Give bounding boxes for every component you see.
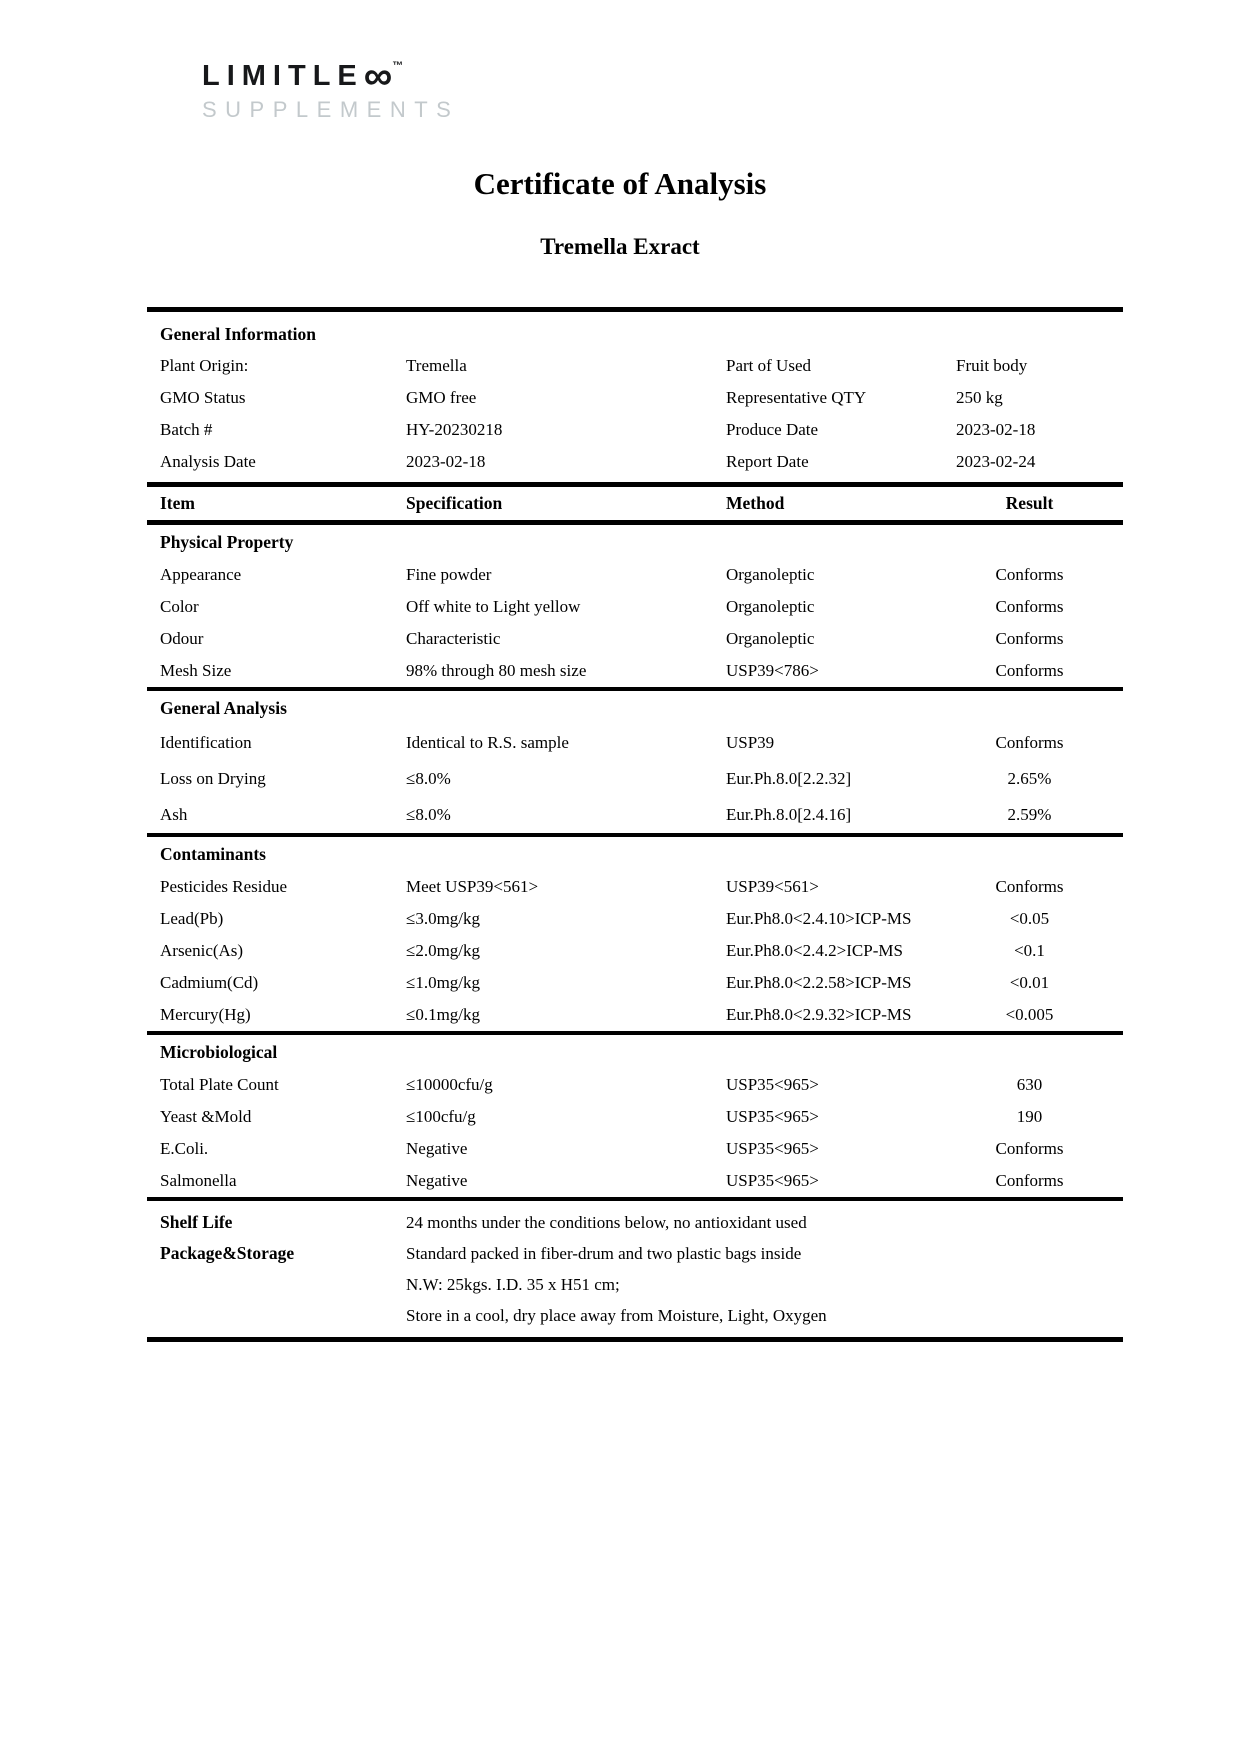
- specification-cell: 98% through 80 mesh size: [406, 661, 587, 680]
- item-cell: Loss on Drying: [160, 769, 266, 788]
- brand-wordmark: [202, 56, 459, 96]
- item-cell: Appearance: [160, 565, 242, 584]
- table-row: [147, 623, 1123, 655]
- table-row: [147, 1101, 1123, 1133]
- result-cell: Conforms: [995, 629, 1064, 648]
- section-physical-property: [147, 525, 1123, 687]
- section-contaminants: [147, 837, 1123, 1031]
- result-cell: Conforms: [995, 877, 1064, 896]
- specification-cell: Characteristic: [406, 629, 501, 648]
- info-value: Fruit body: [956, 356, 1028, 375]
- trademark-symbol: ™: [392, 60, 404, 72]
- info-label: Plant Origin:: [160, 356, 249, 375]
- specification-cell: ≤3.0mg/kg: [406, 909, 481, 928]
- result-cell: 190: [1016, 1107, 1043, 1126]
- table-row: [147, 797, 1123, 833]
- item-cell: Yeast &Mold: [160, 1107, 252, 1126]
- table-row: [147, 1069, 1123, 1101]
- section-heading: General Analysis: [160, 697, 287, 718]
- info-value: Tremella: [406, 356, 467, 375]
- item-cell: Mercury(Hg): [160, 1005, 251, 1024]
- section-heading: Microbiological: [160, 1041, 278, 1062]
- table-row: [147, 1300, 1123, 1331]
- section-general-analysis: [147, 691, 1123, 833]
- result-cell: <0.05: [1009, 909, 1050, 928]
- section-shelf-life-storage: [147, 1201, 1123, 1337]
- column-header-row: [147, 487, 1123, 520]
- info-value: 250 kg: [956, 388, 1003, 407]
- table-row: [147, 591, 1123, 623]
- item-cell: Total Plate Count: [160, 1075, 279, 1094]
- result-cell: <0.005: [1005, 1005, 1054, 1024]
- item-cell: Arsenic(As): [160, 941, 244, 960]
- package-storage-line: N.W: 25kgs. I.D. 35 x H51 cm;: [406, 1274, 620, 1294]
- table-row: [147, 655, 1123, 687]
- table-row: [147, 935, 1123, 967]
- shelf-life-value: 24 months under the conditions below, no antioxidant used: [406, 1212, 807, 1232]
- result-cell: Conforms: [995, 565, 1064, 584]
- product-name: Tremella Exract: [540, 234, 700, 259]
- result-cell: 2.59%: [1007, 805, 1052, 824]
- specification-cell: ≤8.0%: [406, 805, 451, 824]
- method-cell: USP35<965>: [726, 1171, 819, 1190]
- info-label: Part of Used: [726, 356, 811, 375]
- specification-cell: ≤100cfu/g: [406, 1107, 476, 1126]
- item-cell: Mesh Size: [160, 661, 232, 680]
- info-label: Report Date: [726, 452, 809, 471]
- item-cell: Cadmium(Cd): [160, 973, 259, 992]
- info-label: Produce Date: [726, 420, 819, 439]
- info-value: 2023-02-18: [956, 420, 1036, 439]
- specification-cell: ≤1.0mg/kg: [406, 973, 481, 992]
- info-label: GMO Status: [160, 388, 246, 407]
- specification-cell: Identical to R.S. sample: [406, 733, 569, 752]
- specification-cell: Off white to Light yellow: [406, 597, 581, 616]
- method-cell: Eur.Ph8.0<2.9.32>ICP-MS: [726, 1005, 912, 1024]
- column-header-item: Item: [160, 493, 195, 513]
- shelf-life-label: Shelf Life: [160, 1212, 233, 1232]
- info-row: [147, 446, 1123, 478]
- result-cell: Conforms: [995, 1139, 1064, 1158]
- coa-table: [147, 307, 1123, 1342]
- result-cell: Conforms: [995, 1171, 1064, 1190]
- info-label: Analysis Date: [160, 452, 256, 471]
- table-row: [147, 1207, 1123, 1238]
- method-cell: USP39<786>: [726, 661, 819, 680]
- info-row: [147, 350, 1123, 382]
- specification-cell: Negative: [406, 1139, 468, 1158]
- table-row: [147, 1165, 1123, 1197]
- item-cell: Ash: [160, 805, 188, 824]
- result-cell: Conforms: [995, 661, 1064, 680]
- item-cell: Salmonella: [160, 1171, 237, 1190]
- info-row: [147, 382, 1123, 414]
- info-value: 2023-02-24: [956, 452, 1036, 471]
- specification-cell: ≤8.0%: [406, 769, 451, 788]
- method-cell: Eur.Ph8.0<2.4.2>ICP-MS: [726, 941, 903, 960]
- table-row: [147, 1238, 1123, 1269]
- specification-cell: Negative: [406, 1171, 468, 1190]
- item-cell: Color: [160, 597, 199, 616]
- column-header-method: Method: [726, 493, 785, 513]
- specification-cell: ≤10000cfu/g: [406, 1075, 493, 1094]
- method-cell: Eur.Ph.8.0[2.4.16]: [726, 805, 852, 824]
- method-cell: Organoleptic: [726, 565, 815, 584]
- package-storage-line: Standard packed in fiber-drum and two plastic bags inside: [406, 1243, 802, 1263]
- table-row: [147, 903, 1123, 935]
- specification-cell: ≤2.0mg/kg: [406, 941, 481, 960]
- brand-name: LIMITLE: [202, 60, 364, 92]
- method-cell: Eur.Ph8.0<2.4.10>ICP-MS: [726, 909, 912, 928]
- table-row: [147, 559, 1123, 591]
- info-value: GMO free: [406, 388, 477, 407]
- method-cell: Eur.Ph8.0<2.2.58>ICP-MS: [726, 973, 912, 992]
- package-storage-label: Package&Storage: [160, 1243, 295, 1263]
- method-cell: USP35<965>: [726, 1075, 819, 1094]
- info-row: [147, 414, 1123, 446]
- info-label: Representative QTY: [726, 388, 867, 407]
- table-row: [147, 999, 1123, 1031]
- result-cell: 630: [1016, 1075, 1043, 1094]
- section-heading: Contaminants: [160, 843, 266, 864]
- result-cell: 2.65%: [1007, 769, 1052, 788]
- section-microbiological: [147, 1035, 1123, 1197]
- table-row: [147, 967, 1123, 999]
- info-value: 2023-02-18: [406, 452, 486, 471]
- item-cell: Lead(Pb): [160, 909, 224, 928]
- item-cell: E.Coli.: [160, 1139, 209, 1158]
- method-cell: USP39: [726, 733, 775, 752]
- method-cell: USP35<965>: [726, 1107, 819, 1126]
- table-row: [147, 871, 1123, 903]
- method-cell: Organoleptic: [726, 629, 815, 648]
- package-storage-line: Store in a cool, dry place away from Moisture, Light, Oxygen: [406, 1305, 827, 1325]
- info-value: HY-20230218: [406, 420, 503, 439]
- divider: [147, 1337, 1123, 1342]
- table-row: [147, 725, 1123, 761]
- item-cell: Identification: [160, 733, 252, 752]
- method-cell: Organoleptic: [726, 597, 815, 616]
- method-cell: Eur.Ph.8.0[2.2.32]: [726, 769, 852, 788]
- column-header-result: Result: [1005, 493, 1054, 513]
- result-cell: <0.01: [1009, 973, 1050, 992]
- table-row: [147, 1133, 1123, 1165]
- result-cell: Conforms: [995, 597, 1064, 616]
- result-cell: Conforms: [995, 733, 1064, 752]
- info-label: Batch #: [160, 420, 213, 439]
- section-heading: Physical Property: [160, 531, 294, 552]
- item-cell: Odour: [160, 629, 204, 648]
- result-cell: <0.1: [1014, 941, 1045, 960]
- document-title: Certificate of Analysis: [473, 166, 767, 201]
- specification-cell: Meet USP39<561>: [406, 877, 539, 896]
- method-cell: USP35<965>: [726, 1139, 819, 1158]
- specification-cell: Fine powder: [406, 565, 492, 584]
- specification-cell: ≤0.1mg/kg: [406, 1005, 481, 1024]
- brand-subtitle: SUPPLEMENTS: [202, 97, 460, 122]
- table-row: [147, 761, 1123, 797]
- item-cell: Pesticides Residue: [160, 877, 288, 896]
- table-row: [147, 1269, 1123, 1300]
- method-cell: USP39<561>: [726, 877, 819, 896]
- section-heading-general-information: General Information: [160, 323, 317, 344]
- column-header-specification: Specification: [406, 493, 503, 513]
- infinity-icon: ∞: [363, 54, 393, 98]
- brand-logo: [202, 56, 459, 123]
